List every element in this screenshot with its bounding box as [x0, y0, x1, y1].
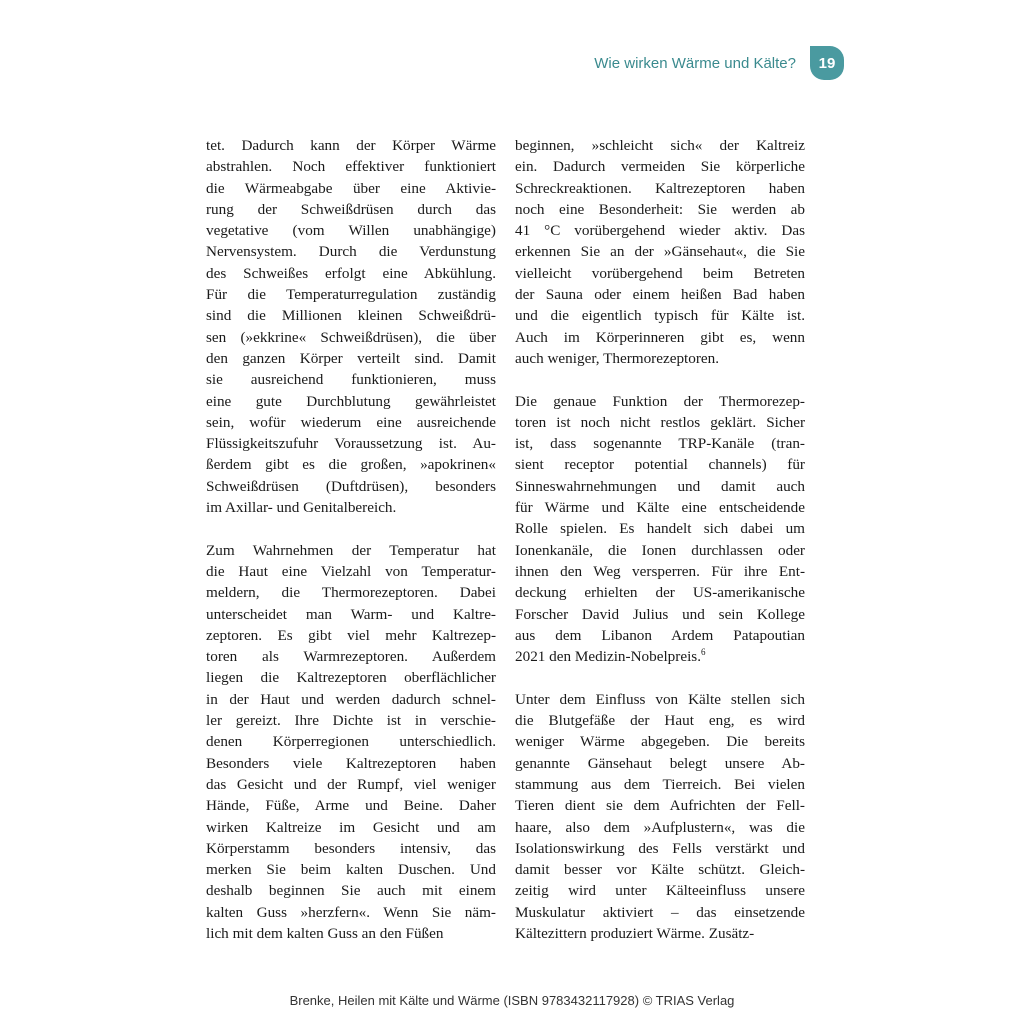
- text-line: Auch im Körperinneren gibt es, wenn: [515, 328, 805, 346]
- left-column: [206, 135, 496, 944]
- text-line: Rolle spielen. Es handelt sich dabei um: [515, 520, 805, 538]
- text-line: der Sauna oder einem heißen Bad haben: [515, 286, 805, 304]
- text-line: Hände, Füße, Arme und Beine. Daher: [206, 797, 496, 815]
- text-line: genannte Gänsehaut belegt unsere Ab-: [515, 754, 805, 772]
- text-line: ist, dass sogenannte TRP-Kanäle (tran-: [515, 435, 805, 453]
- text-line: toren ist noch nicht restlos geklärt. Sicher: [515, 413, 805, 431]
- text-line: eine gute Durchblutung gewährleistet: [206, 392, 496, 410]
- text-line: vegetative (vom Willen unabhängige): [206, 222, 496, 240]
- text-line: deshalb beginnen Sie auch mit einem: [206, 882, 496, 900]
- page-number: 19: [818, 54, 836, 72]
- text-line: unterscheidet man Warm- und Kaltre-: [206, 605, 496, 623]
- text-line: merken Sie beim kalten Duschen. Und: [206, 861, 496, 879]
- text-line: rung der Schweißdrüsen durch das: [206, 200, 496, 218]
- text-line: deckung erhielten der US-amerikanische: [515, 584, 805, 602]
- footnote-reference[interactable]: 6: [701, 647, 706, 658]
- paragraph-gap: [515, 667, 805, 688]
- text-line: Isolationswirkung des Fells verstärkt und: [515, 839, 805, 857]
- text-line: abstrahlen. Noch effektiver funktioniert: [206, 158, 496, 176]
- text-line: sie ausreichend funktionieren, muss: [206, 371, 496, 389]
- paragraph: [515, 391, 805, 668]
- paragraph-gap: [515, 369, 805, 390]
- text-line: sen (»ekkrine« Schweißdrüsen), die über: [206, 328, 496, 346]
- text-line: das Gesicht und der Rumpf, viel weniger: [206, 775, 496, 793]
- text-line: Ionenkanäle, die Ionen durchlassen oder: [515, 541, 805, 559]
- text-line: Schreckreaktionen. Kaltrezeptoren haben: [515, 179, 805, 197]
- text-line: Muskulatur aktiviert – das einsetzende: [515, 903, 805, 921]
- right-column: [515, 135, 805, 944]
- paragraph: [515, 135, 805, 369]
- paragraph: [206, 540, 496, 945]
- text-line: ßerdem gibt es die großen, »apokrinen«: [206, 456, 496, 474]
- text-line: tet. Dadurch kann der Körper Wärme: [206, 137, 496, 154]
- text-line: aus dem Libanon Ardem Patapoutian: [515, 626, 805, 644]
- text-line: auch weniger, Thermorezeptoren.: [515, 349, 720, 367]
- text-line: im Axillar- und Genitalbereich.: [206, 499, 397, 517]
- text-line: Für die Temperaturregulation zuständig: [206, 286, 496, 304]
- text-line: sient receptor potential channels) für: [515, 456, 805, 474]
- running-head: [594, 46, 844, 80]
- text-line: Unter dem Einfluss von Kälte stellen sich: [515, 690, 805, 708]
- text-line: Forscher David Julius und sein Kollege: [515, 605, 805, 623]
- text-line: Kältezittern produziert Wärme. Zusätz-: [515, 924, 755, 942]
- text-line: sein, wofür wiederum eine ausreichende: [206, 413, 496, 431]
- text-line: und die eigentlich typisch für Kälte ist.: [515, 307, 805, 325]
- text-line: den ganzen Körper verteilt sind. Damit: [206, 349, 496, 367]
- text-line: erkennen Sie an der »Gänsehaut«, die Sie: [515, 243, 805, 261]
- text-line: toren als Warmrezeptoren. Außerdem: [206, 648, 496, 666]
- text-line: noch eine Besonderheit: Sie werden ab: [515, 200, 805, 218]
- text-line: ihnen den Weg versperren. Für ihre Ent-: [515, 562, 805, 580]
- text-line: 41 °C vorübergehend wieder aktiv. Das: [515, 222, 805, 240]
- text-line: 2021 den Medizin-Nobelpreis.$^6$: [515, 647, 706, 666]
- text-line: Zum Wahrnehmen der Temperatur hat: [206, 541, 496, 559]
- paragraph-gap: [206, 518, 496, 539]
- running-title: Wie wirken Wärme und Kälte?: [594, 54, 796, 72]
- paragraph: [515, 689, 805, 945]
- text-line: weniger Wärme abgegeben. Die bereits: [515, 733, 805, 751]
- text-line: für Wärme und Kälte eine entscheidende: [515, 499, 805, 517]
- text-line: meldern, die Thermorezeptoren. Dabei: [206, 584, 496, 602]
- text-line: zeitig wird unter Kälteeinfluss unsere: [515, 882, 805, 900]
- text-line: sind die Millionen kleinen Schweißdrü-: [206, 307, 496, 325]
- text-line: Nervensystem. Durch die Verdunstung: [206, 243, 496, 261]
- text-line: zeptoren. Es gibt viel mehr Kaltrezep-: [206, 626, 496, 644]
- page-number-badge: [810, 46, 844, 80]
- text-line: haare, also dem »Aufplustern«, was die: [515, 818, 805, 836]
- text-line: Die genaue Funktion der Thermorezep-: [515, 392, 805, 410]
- text-line: denen Körperregionen unterschiedlich.: [206, 733, 496, 751]
- text-line: wirken Kaltreize im Gesicht und am: [206, 818, 496, 836]
- text-line: die Wärmeabgabe über eine Aktivie-: [206, 179, 496, 197]
- text-line: Tieren dient sie dem Aufrichten der Fell-: [515, 797, 805, 815]
- text-line: ein. Dadurch vermeiden Sie körperliche: [515, 158, 805, 176]
- text-line: in der Haut und werden dadurch schnel-: [206, 690, 496, 708]
- text-line: vielleicht vorübergehend beim Betreten: [515, 264, 805, 282]
- text-line: damit besser vor Kälte schützt. Gleich-: [515, 861, 805, 879]
- text-line: Besonders viele Kaltrezeptoren haben: [206, 754, 496, 772]
- page-footer: Brenke, Heilen mit Kälte und Wärme (ISBN 9783432117928) © TRIAS Verlag: [289, 993, 735, 1008]
- text-line: beginnen, »schleicht sich« der Kaltreiz: [515, 137, 805, 154]
- text-line: stammung aus dem Tierreich. Bei vielen: [515, 775, 805, 793]
- text-line: Schweißdrüsen (Duftdrüsen), besonders: [206, 477, 496, 495]
- text-line: des Schweißes erfolgt eine Abkühlung.: [206, 264, 496, 282]
- text-line: liegen die Kaltrezeptoren oberflächlicher: [206, 669, 496, 687]
- text-line: kalten Guss »herzfern«. Wenn Sie näm-: [206, 903, 496, 921]
- text-line: ler gereizt. Ihre Dichte ist in verschie-: [206, 712, 496, 730]
- text-line: die Haut eine Vielzahl von Temperatur-: [206, 562, 496, 580]
- text-line: Flüssigkeitszufuhr Voraussetzung ist. Au-: [206, 435, 496, 453]
- text-line: lich mit dem kalten Guss an den Füßen: [206, 924, 444, 942]
- paragraph: [206, 135, 496, 518]
- text-line: Körperstamm besonders intensiv, das: [206, 839, 496, 857]
- text-line: Sinneswahrnehmungen und damit auch: [515, 477, 805, 495]
- text-line: die Blutgefäße der Haut eng, es wird: [515, 712, 805, 730]
